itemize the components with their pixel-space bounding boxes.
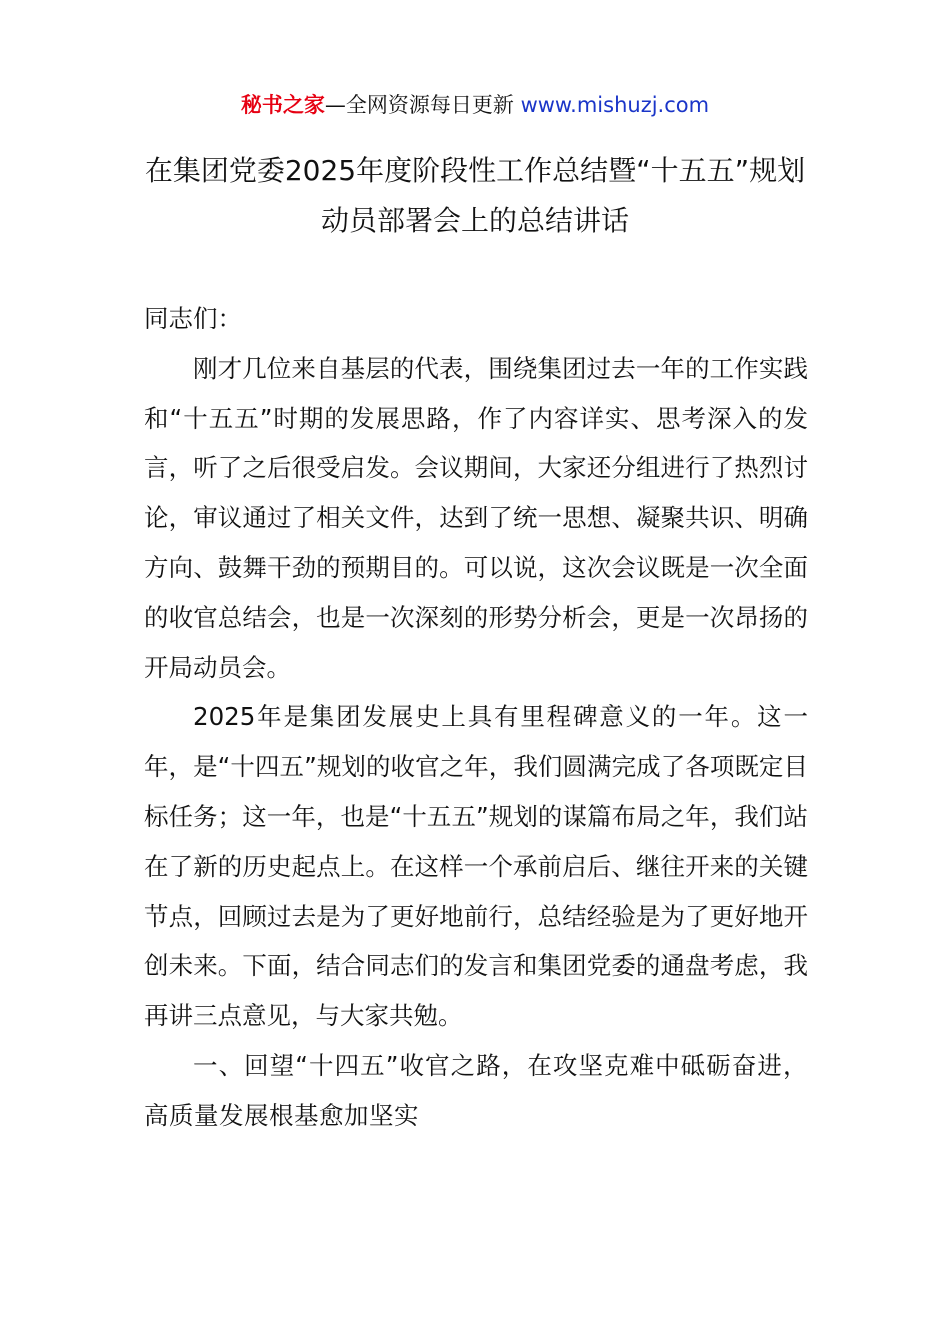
paragraph-2: 2025年是集团发展史上具有里程碑意义的一年。这一年，是“十四五”规划的收官之年，我们圆满完成了各项既定目标任务；这一年，也是“十五五”规划的谋篇布局之年，我们站在了新的历史起点上。在这样一个承前启后、继往开来的关键节点，回顾过去是为了更好地前行，总结经验是为了更好地开创未来。下面，结合同志们的发言和集团党委的通盘考虑，我再讲三点意见，与大家共勉。 — [144, 702, 808, 1031]
brand-name: 秘书之家 — [240, 93, 325, 117]
section-heading-1: 一、回望“十四五”收官之路，在攻坚克难中砥砺奋进，高质量发展根基愈加坚实 — [144, 1050, 808, 1130]
site-url-link[interactable]: www.mishuzj.com — [520, 93, 710, 117]
document-title: 在集团党委2025年度阶段性工作总结暨“十五五”规划动员部署会上的总结讲话 — [144, 154, 806, 237]
site-header — [0, 88, 950, 122]
greeting: 同志们： — [144, 304, 242, 333]
paragraph-1: 刚才几位来自基层的代表，围绕集团过去一年的工作实践和“十五五”时期的发展思路，作了内容详实、思考深入的发言，听了之后很受启发。会议期间，大家还分组进行了热烈讨论，审议通过了相关文件，达到了统一思想、凝聚共识、明确方向、鼓舞干劲的预期目的。可以说，这次会议既是一次全面的收官总结会，也是一次深刻的形势分析会，更是一次昂扬的开局动员会。 — [144, 353, 808, 682]
header-tagline: —全网资源每日更新 — [324, 93, 521, 117]
document-body — [144, 294, 808, 1141]
